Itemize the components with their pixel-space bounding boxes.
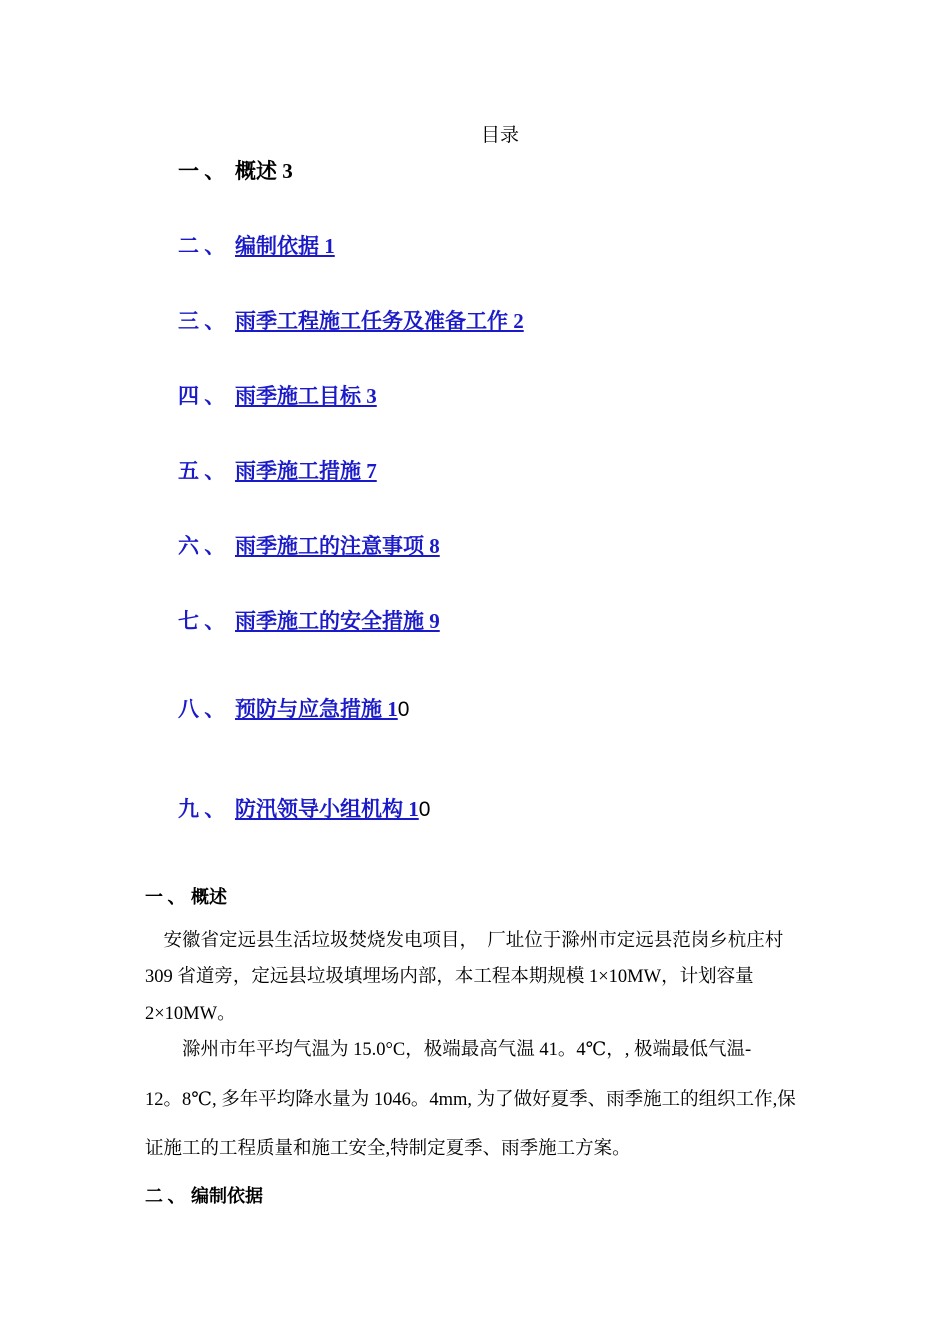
toc-title: 目录: [480, 125, 519, 146]
toc-item-number: 四 、: [178, 384, 226, 408]
toc-link-emergency-measures[interactable]: [178, 696, 409, 723]
section-number: 二 、: [145, 1186, 186, 1206]
toc-link-flood-control-team[interactable]: [178, 796, 430, 823]
toc-item-label: 防汛领导小组机构 1: [235, 797, 419, 821]
toc-item-number: 八 、: [178, 697, 226, 721]
section-number: 一 、: [145, 887, 186, 907]
paragraph-line: 证施工的工程质量和施工安全,特制定夏季、雨季施工方案。: [145, 1139, 631, 1159]
section-heading-basis: [145, 1184, 263, 1208]
toc-item-label: 雨季施工的安全措施 9: [235, 609, 440, 633]
toc-item-page-suffix: 0: [397, 698, 410, 721]
section-title: 编制依据: [191, 1186, 263, 1206]
toc-link-safety-measures[interactable]: [178, 608, 440, 634]
toc-item-label: 雨季工程施工任务及准备工作 2: [235, 309, 524, 333]
toc-item-page-suffix: 0: [418, 798, 431, 821]
paragraph-line: 2×10MW。: [145, 1004, 236, 1024]
toc-item-number: 二 、: [178, 234, 226, 258]
toc-link-precautions[interactable]: [178, 533, 440, 559]
toc-item-number: 九 、: [178, 797, 226, 821]
toc-item-label: 雨季施工的注意事项 8: [235, 534, 440, 558]
toc-item-label: 概述 3: [235, 159, 293, 183]
toc-link-goals[interactable]: [178, 383, 377, 409]
toc-item-number: 一 、: [178, 159, 226, 183]
paragraph-line: 滁州市年平均气温为 15.0°C，极端最高气温 41。4℃，, 极端最低气温-: [145, 1040, 752, 1060]
toc-item-label: 雨季施工措施 7: [235, 459, 377, 483]
toc-item-number: 七 、: [178, 609, 226, 633]
paragraph-line: 309 省道旁，定远县垃圾填埋场内部，本工程本期规模 1×10MW，计划容量: [145, 967, 754, 987]
toc-item-label: 雨季施工目标 3: [235, 384, 377, 408]
toc-link-tasks-preparation[interactable]: [178, 308, 524, 334]
toc-link-basis[interactable]: [178, 233, 335, 259]
toc-link-measures[interactable]: [178, 458, 377, 484]
toc-item-label: 编制依据 1: [235, 234, 335, 258]
section-title: 概述: [191, 887, 227, 907]
paragraph-line: 安徽省定远县生活垃圾焚烧发电项目， 厂址位于滁州市定远县范岗乡杭庄村: [145, 931, 784, 951]
paragraph-line: 12。8℃, 多年平均降水量为 1046。4mm, 为了做好夏季、雨季施工的组织工作,保: [145, 1090, 796, 1110]
section-heading-overview: [145, 885, 227, 909]
toc-item-number: 三 、: [178, 309, 226, 333]
toc-item-number: 六 、: [178, 534, 226, 558]
toc-item-label: 预防与应急措施 1: [235, 697, 398, 721]
toc-item-number: 五 、: [178, 459, 226, 483]
toc-item-overview: [178, 158, 293, 184]
